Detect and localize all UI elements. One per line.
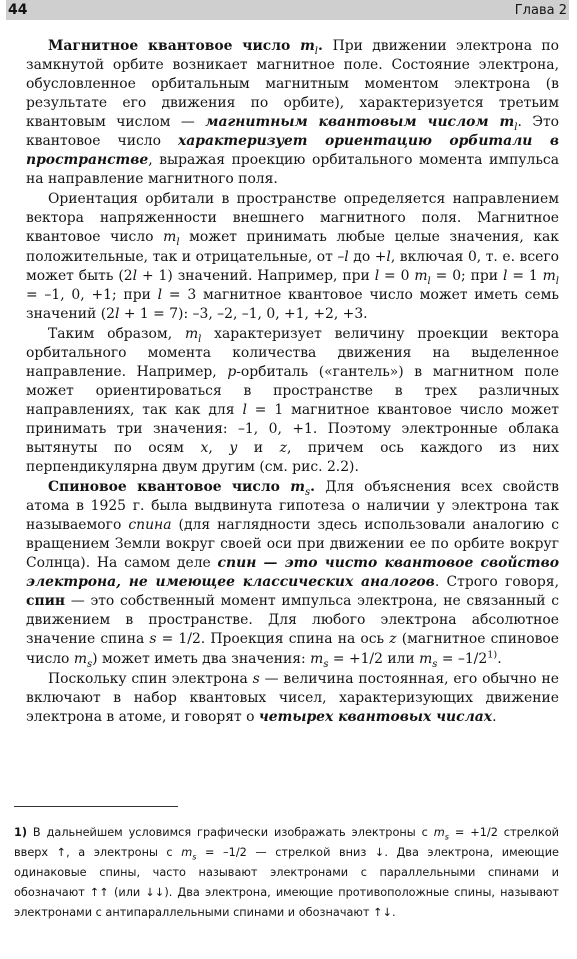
text-run: = +1/2 стрелкой вверх ↑, а электроны с bbox=[14, 826, 559, 859]
text-run: l bbox=[157, 286, 163, 303]
text-run: l bbox=[242, 401, 247, 418]
text-run: s bbox=[252, 670, 260, 687]
text-run: магнитным квантовым числом m bbox=[205, 114, 515, 131]
text-run: , выражая проекцию орбитального момента импульса на направление магнитного поля. bbox=[26, 152, 559, 188]
text-run: l bbox=[514, 121, 518, 133]
text-run: = +1/2 или bbox=[328, 650, 420, 667]
text-run: . bbox=[492, 708, 497, 725]
text-run: m bbox=[310, 650, 324, 667]
text-run: Спиновое квантовое число bbox=[48, 479, 291, 496]
text-run: — величина постоянная, его обычно не включают в набор квантовых чисел, характеризующих движение электрона в атоме, и говорят о bbox=[26, 670, 559, 725]
text-run: характеризует величину проекции вектора орбитального момента количества движения на выделенное направление. Например, bbox=[26, 325, 559, 380]
text-run: четырех квантовых числах bbox=[258, 708, 493, 725]
text-run: Ориентация орбитали в пространстве определяется направлением вектора напряженности внешнего магнитного поля. Магнитное квантовое число bbox=[26, 191, 559, 246]
text-run: l bbox=[132, 267, 138, 284]
text-run: +l bbox=[374, 248, 391, 265]
text-run: . bbox=[310, 479, 326, 496]
text-run: l bbox=[314, 45, 318, 57]
text-run: + 1 = 7): –3, –2, –1, 0, +1, +2, +3. bbox=[119, 305, 368, 322]
text-run: y bbox=[229, 439, 238, 456]
paragraph-projection bbox=[26, 325, 559, 477]
text-run: 1) bbox=[487, 648, 498, 660]
running-header bbox=[6, 0, 569, 20]
paragraph-four-numbers bbox=[26, 670, 559, 727]
text-run: = 0 bbox=[379, 267, 415, 284]
text-run: l bbox=[176, 237, 180, 249]
text-run: = 1 bbox=[507, 267, 543, 284]
text-run: m bbox=[73, 650, 87, 667]
text-run: z bbox=[389, 631, 397, 648]
text-run: m bbox=[290, 479, 305, 496]
text-run: l bbox=[374, 267, 380, 284]
text-run: спин — это чисто квантовое свойство электрона, не имеющее классических аналогов bbox=[26, 555, 559, 591]
text-run: s bbox=[87, 658, 93, 670]
text-run: = –1/2 — стрелкой вниз ↓. Два электрона, имеющие одинаковые спины, часто называют электронами с параллельными спинами и обозначают ↑↑ (или ↓↓). Два электрона, имеющие противоположные спины, называют электронами с антипараллельными спинами и обозначают ↑↓. bbox=[14, 846, 559, 919]
text-run: (магнитное спиновое число bbox=[26, 631, 559, 667]
text-run: Поскольку спин электрона bbox=[48, 670, 253, 687]
paragraph-spin-number bbox=[26, 478, 559, 668]
text-run: m bbox=[300, 38, 315, 54]
text-run: ) может иметь два значения: bbox=[92, 650, 311, 667]
text-run: z bbox=[279, 439, 287, 456]
text-run: –l bbox=[337, 248, 349, 265]
text-run: -орбиталь («гантель») в магнитном поле может ориентироваться в пространстве в трех различных направлениях, так как для bbox=[26, 363, 559, 418]
text-run: s bbox=[323, 658, 329, 670]
text-run: и bbox=[237, 439, 280, 456]
text-run: l bbox=[114, 305, 120, 322]
text-run: = 1/2. Проекция спина на ось bbox=[156, 631, 390, 648]
text-run: При движении электрона по замкнутой орбите возникает магнитное поле. Состояние электрона, обусловленное орбитальным магнитным моментом электрона (в результате его движения по орбите), характеризуется третьим квантовым числом — bbox=[26, 38, 559, 131]
text-run: . bbox=[317, 38, 333, 54]
text-run: s bbox=[432, 658, 438, 670]
text-run: s bbox=[304, 486, 311, 498]
text-run: характеризует ориентацию орбитали в пространстве bbox=[26, 133, 559, 169]
footnote bbox=[14, 823, 559, 923]
text-run: l bbox=[198, 333, 202, 345]
text-run: = 3 магнитное квантовое число может иметь семь значений (2 bbox=[26, 286, 559, 322]
text-run: 1) bbox=[14, 826, 28, 839]
text-run: до bbox=[348, 248, 375, 265]
text-run: m bbox=[414, 267, 428, 284]
text-run: m bbox=[542, 267, 556, 284]
text-run: = 0; при bbox=[430, 267, 503, 284]
text-run: Таким образом, bbox=[48, 325, 185, 342]
text-run: спина bbox=[128, 517, 172, 534]
text-run: x bbox=[200, 439, 209, 456]
text-run: s bbox=[192, 851, 197, 862]
text-run: Магнитное квантовое число bbox=[48, 38, 301, 54]
text-run: s bbox=[149, 631, 157, 648]
text-run: m bbox=[419, 650, 433, 667]
text-run: l bbox=[427, 275, 431, 287]
text-run: = 1 магнитное квантовое число может принимать три значения: –1, 0, +1. Поэтому электронные облака вытянуты по осям bbox=[26, 401, 559, 456]
text-run: l bbox=[555, 275, 559, 287]
text-run: спин bbox=[26, 593, 66, 610]
text-run: = –1, 0, +1; при bbox=[26, 286, 158, 303]
text-run: p bbox=[227, 363, 237, 380]
chapter-title: Глава 2 bbox=[514, 2, 567, 18]
text-run: может принимать любые целые значения, как положительные, так и отрицательные, от bbox=[26, 229, 559, 265]
text-run: m bbox=[433, 826, 445, 839]
text-run: В дальнейшем условимся графически изображать электроны с bbox=[27, 826, 434, 839]
page-number: 44 bbox=[8, 2, 28, 18]
text-run: + 1) значений. Например, при bbox=[137, 267, 375, 284]
text-run: m bbox=[163, 229, 177, 246]
text-run: m bbox=[184, 325, 199, 342]
text-run: . Строго говоря, bbox=[434, 574, 559, 591]
text-run: (для наглядности здесь использовали аналогию с вращением Земли вокруг своей оси при движении ее по орбите вокруг Солнца). На самом деле bbox=[26, 517, 559, 572]
text-run: , включая 0, т. е. всего может быть (2 bbox=[26, 248, 559, 284]
text-run: m bbox=[181, 846, 193, 859]
footnote-divider bbox=[14, 806, 178, 807]
text-run: . bbox=[497, 650, 502, 667]
text-run: l bbox=[502, 267, 508, 284]
text-run: , bbox=[208, 439, 230, 456]
text-run: = –1/2 bbox=[437, 650, 488, 667]
text-run: s bbox=[444, 831, 449, 842]
text-run: , причем ось каждого из них перпендикулярна двум другим (см. рис. 2.2). bbox=[26, 439, 559, 476]
text-run: . Это квантовое число bbox=[26, 114, 559, 150]
text-run: Для объяснения всех свойств атома в 1925 г. была выдвинута гипотеза о наличии у электрона так называемого bbox=[26, 479, 560, 534]
text-run: — это собственный момент импульса электрона, не связанный с движением в пространстве. Для любого электрона абсолютное значение спина bbox=[26, 593, 559, 648]
paragraph-magnetic-number bbox=[26, 37, 559, 189]
main-text bbox=[26, 37, 559, 727]
paragraph-orbital-orientation bbox=[26, 190, 559, 323]
